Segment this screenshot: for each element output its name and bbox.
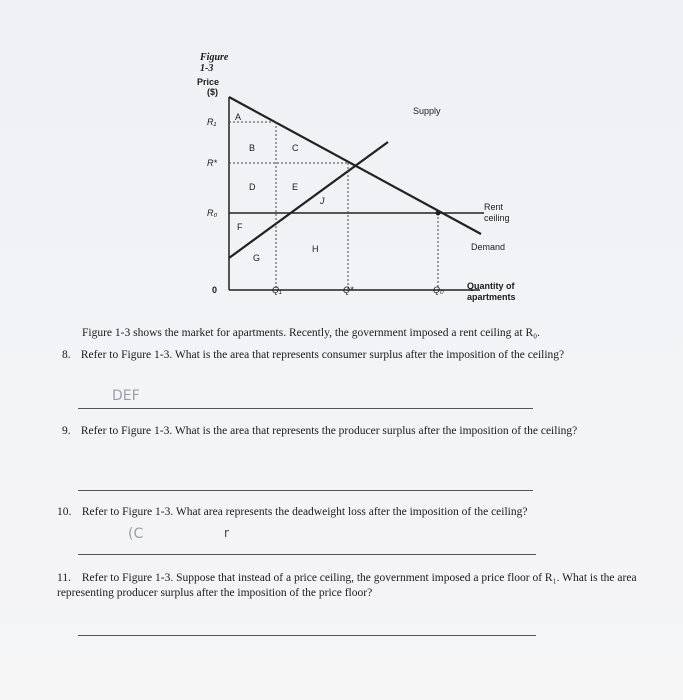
demand-label: Demand: [471, 242, 506, 252]
x-axis-label: Quantity of apartments: [467, 281, 516, 302]
area-label-d: D: [249, 182, 256, 192]
area-label-g: G: [253, 253, 261, 263]
price-label-rstar: R*: [207, 158, 218, 168]
question-number: 11.: [57, 572, 71, 584]
question-11: [57, 571, 657, 601]
question-9: [62, 424, 657, 439]
question-number: 9.: [62, 425, 71, 437]
area-label-j: J: [320, 196, 325, 206]
y-axis-label: Price ($): [197, 77, 220, 97]
question-10: [57, 505, 657, 520]
supply-label: Supply: [413, 106, 441, 116]
quantity-label-q0: Q₀: [433, 285, 444, 295]
price-label-r0: R₀: [207, 208, 218, 218]
question-text: Refer to Figure 1-3. Suppose that instead of a price ceiling, the government imposed a price floor of R₁. What is the area representing producer surplus after the imposition of the price floor?: [57, 572, 637, 599]
answer-line-10[interactable]: [78, 554, 536, 555]
intro-text: Figure 1-3 shows the market for apartments. Recently, the government imposed a rent ceiling at R₀.: [82, 327, 541, 339]
question-number: 8.: [62, 349, 71, 361]
question-text: Refer to Figure 1-3. What is the area that represents the producer surplus after the imposition of the ceiling?: [80, 425, 578, 437]
rent-ceiling-label: Rent ceiling: [484, 202, 510, 223]
answer-line-11[interactable]: [78, 635, 536, 636]
area-label-c: C: [292, 143, 299, 153]
quantity-label-qstar: Q*: [343, 285, 354, 295]
area-label-f: F: [237, 222, 243, 232]
area-label-h: H: [312, 244, 319, 254]
question-text: Refer to Figure 1-3. What area represents the deadweight loss after the imposition of the ceiling?: [81, 506, 528, 518]
question-8: [62, 348, 652, 363]
supply-curve: [229, 142, 388, 258]
supply-demand-graph: [0, 0, 683, 310]
ceiling-demand-point: [436, 211, 441, 216]
area-label-b: B: [249, 143, 256, 153]
handwritten-mark-10: r: [224, 526, 229, 540]
question-number: 10.: [57, 506, 72, 518]
handwritten-answer-8: DEF: [112, 388, 140, 404]
area-label-e: E: [292, 182, 299, 192]
price-label-r1: R₁: [207, 117, 217, 127]
handwritten-answer-10: (C: [128, 526, 144, 542]
question-text: Refer to Figure 1-3. What is the area that represents consumer surplus after the imposition of the ceiling?: [80, 349, 565, 361]
origin-label: 0: [212, 285, 218, 295]
area-label-a: A: [235, 112, 242, 122]
figure-title: Figure 1-3: [200, 52, 229, 74]
answer-line-9[interactable]: [78, 490, 533, 491]
answer-line-8[interactable]: [78, 408, 533, 409]
quantity-label-q1: Q₁: [272, 285, 282, 295]
